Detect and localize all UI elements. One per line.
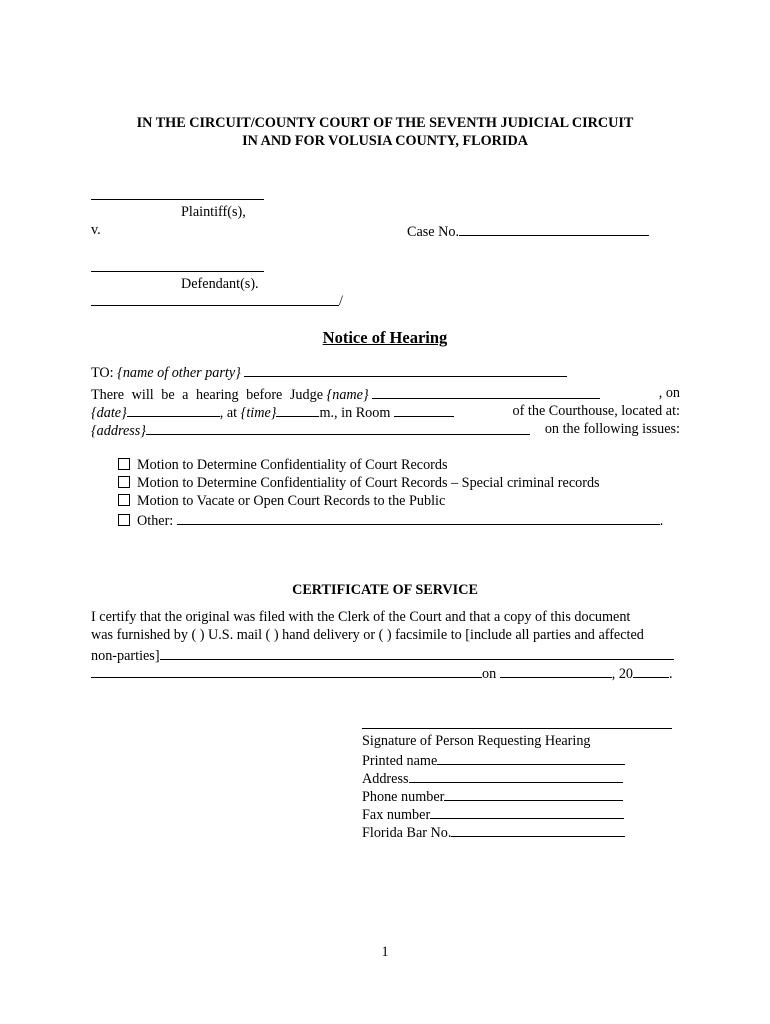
room-blank[interactable] bbox=[394, 402, 454, 417]
caption-slash: / bbox=[339, 293, 343, 309]
certificate-line1: I certify that the original was filed with the Clerk of the Court and that a copy of this document bbox=[91, 609, 631, 625]
defendant-blank-line[interactable] bbox=[91, 271, 264, 272]
on-label: , on bbox=[658, 385, 680, 401]
bar-no-blank[interactable] bbox=[451, 822, 625, 837]
certificate-end: . bbox=[669, 666, 673, 682]
issue-label: Motion to Determine Confidentiality of Court Records – Special criminal records bbox=[137, 475, 600, 491]
printed-name-label: Printed name bbox=[362, 753, 438, 769]
judge-blank[interactable] bbox=[372, 384, 600, 399]
certificate-line2: was furnished by ( ) U.S. mail ( ) hand delivery or ( ) facsimile to [include all parties and affected bbox=[91, 627, 644, 643]
caption-closing-line bbox=[91, 305, 339, 306]
address-blank[interactable] bbox=[146, 420, 530, 435]
to-line bbox=[91, 362, 567, 382]
checkbox[interactable] bbox=[118, 458, 130, 470]
date-line bbox=[91, 402, 680, 422]
time-placeholder: {time} bbox=[240, 405, 277, 421]
issue-label: Motion to Vacate or Open Court Records to the Public bbox=[137, 493, 446, 509]
address-line bbox=[91, 420, 680, 440]
page-number: 1 bbox=[381, 944, 389, 960]
signature-address-blank[interactable] bbox=[409, 768, 623, 783]
judge-placeholder: {name} bbox=[326, 387, 369, 403]
court-header-line2: IN AND FOR VOLUSIA COUNTY, FLORIDA bbox=[242, 133, 528, 149]
year-label: , 20 bbox=[611, 666, 634, 682]
fax-field bbox=[362, 804, 624, 824]
signature-line[interactable] bbox=[362, 728, 672, 729]
fax-blank[interactable] bbox=[430, 804, 624, 819]
hearing-text: There will be a hearing before Judge bbox=[91, 387, 323, 403]
date-blank[interactable] bbox=[127, 402, 220, 417]
service-date-blank[interactable] bbox=[500, 663, 612, 678]
courthouse-label: of the Courthouse, located at: bbox=[512, 403, 680, 419]
to-placeholder: {name of other party} bbox=[117, 365, 241, 381]
defendant-label: Defendant(s). bbox=[181, 276, 259, 292]
issue-label: Motion to Determine Confidentiality of Court Records bbox=[137, 457, 448, 473]
date-placeholder: {date} bbox=[91, 405, 127, 421]
certificate-line4 bbox=[91, 663, 673, 683]
address-placeholder: {address} bbox=[91, 423, 146, 439]
phone-blank[interactable] bbox=[444, 786, 623, 801]
phone-label: Phone number bbox=[362, 789, 445, 805]
service-parties-blank[interactable] bbox=[91, 663, 482, 678]
fax-label: Fax number bbox=[362, 807, 431, 823]
phone-field bbox=[362, 786, 623, 806]
year-blank[interactable] bbox=[633, 663, 669, 678]
non-parties-blank[interactable] bbox=[160, 645, 674, 660]
checkbox[interactable] bbox=[118, 514, 130, 526]
issue-item bbox=[118, 492, 445, 510]
case-no-label: Case No. bbox=[407, 224, 460, 240]
versus-label: v. bbox=[91, 222, 101, 238]
issue-label: Other: bbox=[137, 513, 174, 529]
bar-no-field bbox=[362, 822, 625, 842]
plaintiff-blank-line[interactable] bbox=[91, 199, 264, 200]
meridiem-label: m., in Room bbox=[319, 405, 391, 421]
issue-item bbox=[118, 510, 663, 530]
to-label: TO: bbox=[91, 365, 114, 381]
issue-item bbox=[118, 456, 448, 474]
issues-label: on the following issues: bbox=[544, 421, 680, 437]
bar-no-label: Florida Bar No. bbox=[362, 825, 452, 841]
address-field bbox=[362, 768, 623, 788]
time-blank[interactable] bbox=[276, 402, 319, 417]
certificate-line3 bbox=[91, 645, 674, 665]
hearing-line bbox=[91, 384, 680, 404]
case-no-blank[interactable] bbox=[459, 221, 649, 236]
checkbox[interactable] bbox=[118, 476, 130, 488]
printed-name-field bbox=[362, 750, 625, 770]
to-blank[interactable] bbox=[244, 362, 567, 377]
printed-name-blank[interactable] bbox=[437, 750, 625, 765]
signature-label: Signature of Person Requesting Hearing bbox=[362, 733, 591, 749]
issue-item bbox=[118, 474, 600, 492]
certificate-heading: CERTIFICATE OF SERVICE bbox=[292, 582, 478, 598]
non-parties-label: non-parties] bbox=[91, 648, 160, 664]
case-no-field bbox=[407, 221, 649, 241]
plaintiff-label: Plaintiff(s), bbox=[181, 204, 246, 220]
service-on-label: on bbox=[482, 666, 497, 682]
other-blank[interactable] bbox=[177, 510, 660, 525]
at-label: , at bbox=[219, 405, 238, 421]
court-header-line1: IN THE CIRCUIT/COUNTY COURT OF THE SEVENTH JUDICIAL CIRCUIT bbox=[136, 115, 634, 131]
other-end: . bbox=[659, 513, 664, 529]
document-title: Notice of Hearing bbox=[322, 328, 448, 347]
checkbox[interactable] bbox=[118, 494, 130, 506]
address-label: Address bbox=[362, 771, 409, 787]
